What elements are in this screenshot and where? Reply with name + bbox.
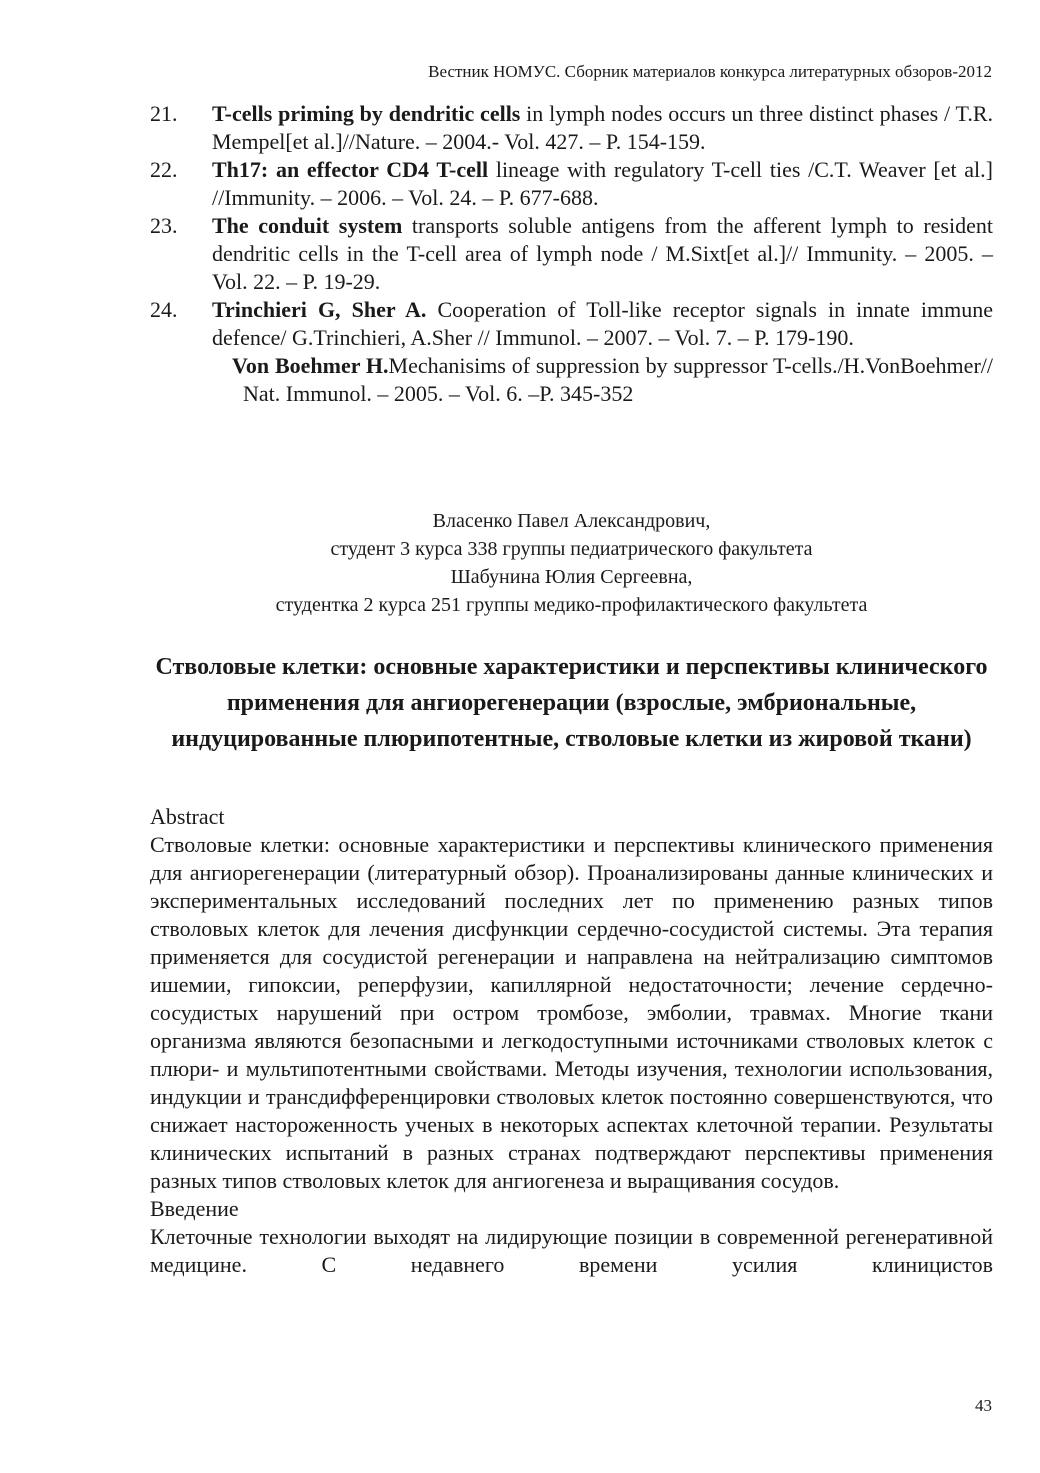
reference-item	[150, 296, 993, 352]
page-number: 43	[975, 1396, 992, 1415]
reference-item	[150, 156, 993, 212]
intro-heading: Введение	[150, 1196, 239, 1221]
reference-text	[212, 156, 993, 212]
article-title: Стволовые клетки: основные характеристики и перспективы клинического применения для ангиорегенерации (взрослые, эмбриональные, индуцированные плюрипотентные, стволовые клетки из жировой ткани)	[155, 654, 988, 752]
reference-number: 24.	[150, 297, 178, 322]
reference-details: Mechanisims of suppression by suppressor T-cells./H.VonBoehmer// Nat. Immunol. – 2005. – Vol. 6. –P. 345-352	[243, 353, 993, 406]
intro-paragraph: Клеточные технологии выходят на лидирующие позиции в современной регенеративной медицине. С недавнего времени усилия клиницистов	[150, 1224, 993, 1277]
author-affiliation: студентка 2 курса 251 группы медико-профилактического факультета	[275, 594, 868, 616]
reference-title: T-cells priming by dendritic cells	[212, 101, 521, 126]
reference-title: Trinchieri G, Sher A.	[212, 297, 427, 322]
reference-title: Von Boehmer H.	[232, 353, 389, 378]
reference-details: transports soluble antigens from the afferent lymph to resident dendritic cells in the T-cell area of lymph node / M.Sixt[et al.]// Immunity. – 2005. – Vol. 22. – P. 19-29.	[212, 213, 993, 294]
reference-number: 21.	[150, 101, 178, 126]
reference-details: lineage with regulatory T-cell ties /C.T. Weaver [et al.] //Immunity. – 2006. – Vol. 24. – P. 677-688.	[212, 157, 993, 210]
reference-title: The conduit system	[212, 213, 403, 238]
abstract-heading: Abstract	[150, 804, 225, 829]
reference-text	[212, 100, 993, 156]
article-body	[150, 803, 993, 1279]
reference-text	[212, 212, 993, 296]
reference-item-unnumbered	[232, 352, 993, 408]
author-block	[150, 507, 993, 619]
reference-number: 22.	[150, 157, 178, 182]
reference-details: Cooperation of Toll-like receptor signals in innate immune defence/ G.Trinchieri, A.Sher // Immunol. – 2007. – Vol. 7. – P. 179-190.	[212, 297, 994, 350]
author-name: Власенко Павел Александрович,	[432, 510, 711, 532]
author-name: Шабунина Юлия Сергеевна,	[450, 566, 693, 588]
reference-list	[150, 100, 993, 408]
running-head: Вестник НОМУС. Сборник материалов конкурса литературных обзоров-2012	[428, 62, 992, 81]
author-affiliation: студент 3 курса 338 группы педиатрического факультета	[330, 538, 813, 560]
reference-number: 23.	[150, 213, 178, 238]
reference-item	[150, 100, 993, 156]
reference-title: Th17: an effector CD4 T-cell	[212, 157, 489, 182]
reference-details: in lymph nodes occurs un three distinct phases / T.R. Mempel[et al.]//Nature. – 2004.- Vol. 427. – P. 154-159.	[212, 101, 994, 154]
reference-item	[150, 212, 993, 296]
reference-text	[212, 296, 993, 352]
abstract-paragraph: Стволовые клетки: основные характеристики и перспективы клинического применения для ангиорегенерации (литературный обзор). Проанализированы данные клинических и экспериментальных исследований последних лет по применению разных типов стволовых клеток для лечения дисфункции сердечно-сосудистой системы. Эта терапия применяется для сосудистой регенерации и направлена на нейтрализацию симптомов ишемии, гипоксии, реперфузии, капиллярной недостаточности; лечение сердечно-сосудистых нарушений при остром тромбозе, эмболии, травмах. Многие ткани организма являются безопасными и легкодоступными источниками стволовых клеток с плюри- и мультипотентными свойствами. Методы изучения, технологии использования, индукции и трансдифференцировки стволовых клеток постоянно совершенствуются, что снижает настороженность ученых в некоторых аспектах клеточной терапии. Результаты клинических испытаний в разных странах подтверждают перспективы применения разных типов стволовых клеток для ангиогенеза и выращивания сосудов.	[150, 832, 993, 1193]
